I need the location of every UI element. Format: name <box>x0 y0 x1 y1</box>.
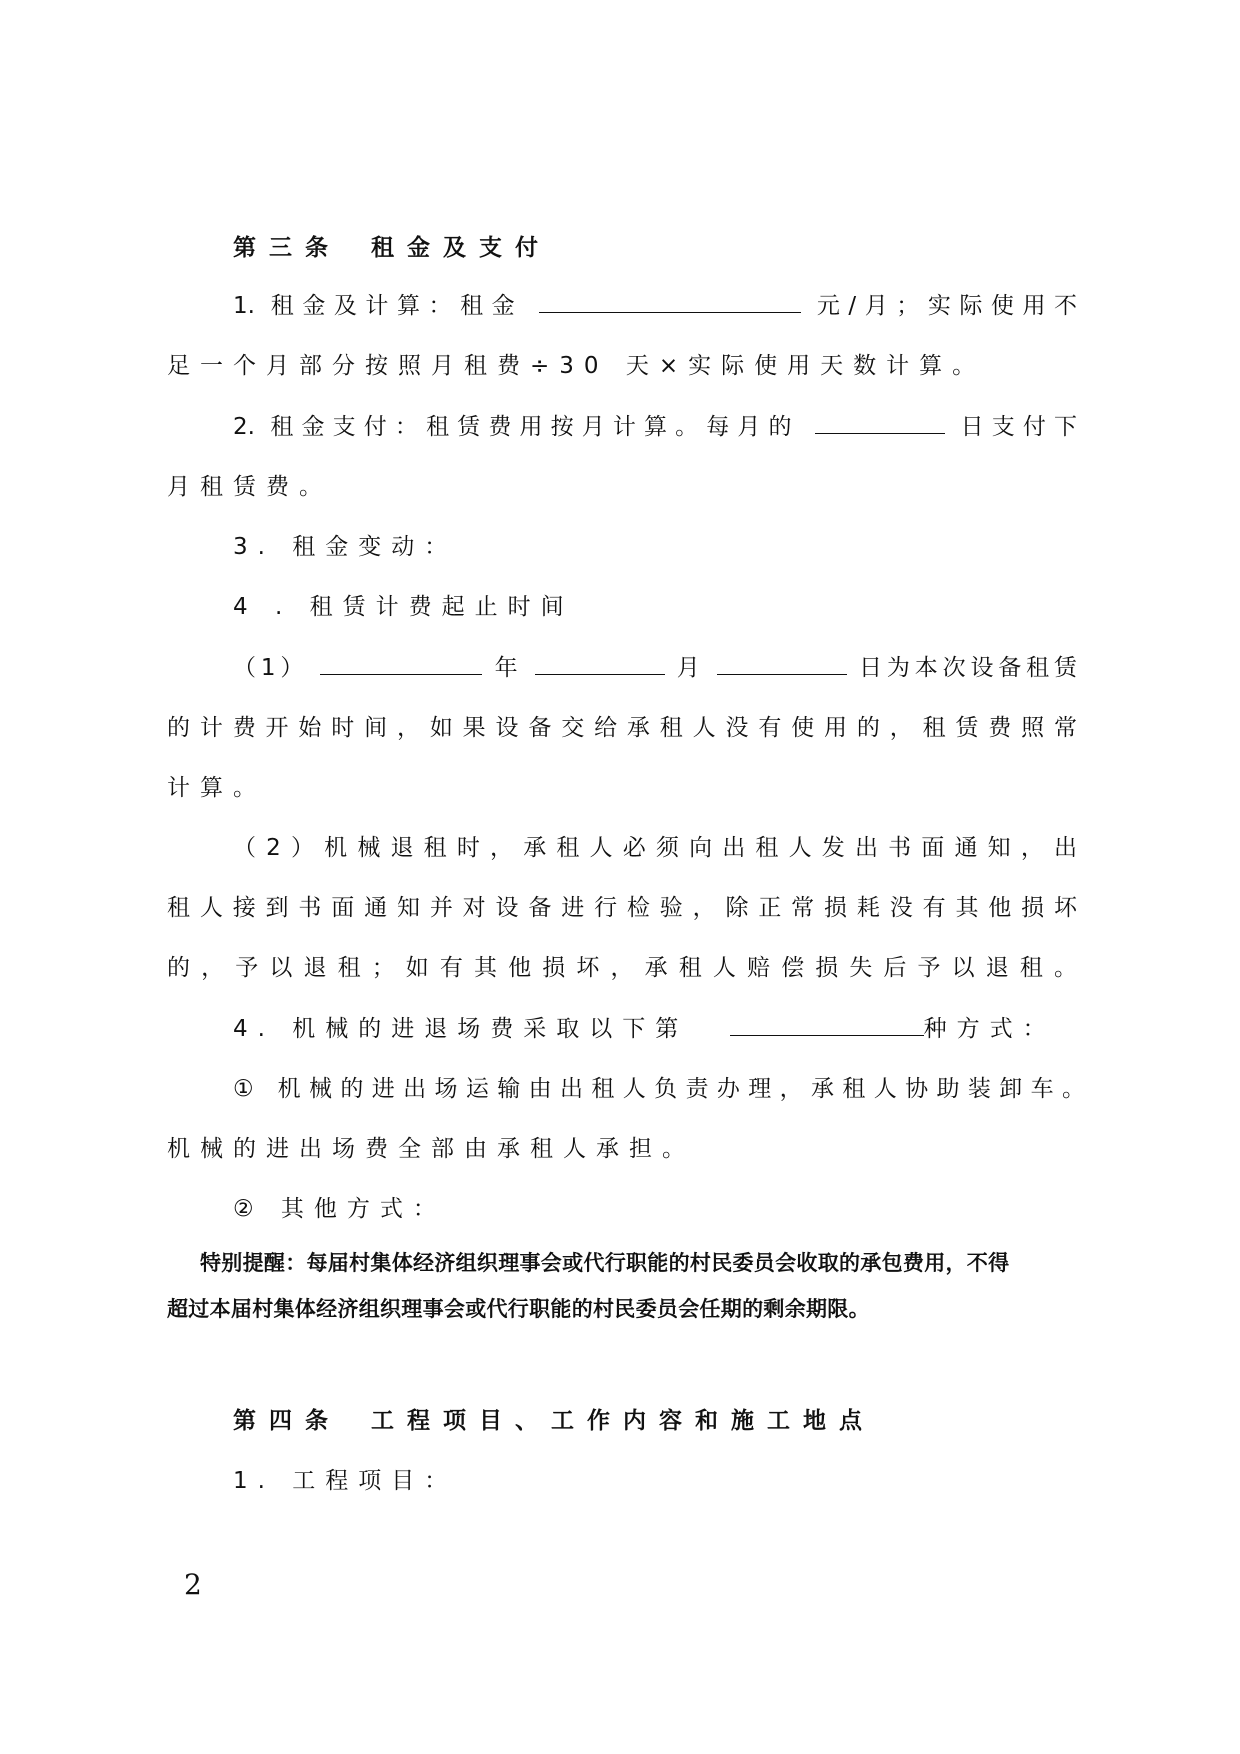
item-4b-label: 4. 机械的进退场费采取以下第 <box>233 1016 689 1042</box>
sub-1-continuation-1: 的计费开始时间，如果设备交给承租人没有使用的，租赁费照常 <box>167 715 1077 741</box>
sub-1-line <box>233 652 1077 684</box>
item-1-continuation: 足一个月部分按照月租费÷30 天×实际使用天数计算。 <box>167 353 986 379</box>
special-notice-line-1: 特别提醒：每届村集体经济组织理事会或代行职能的村民委员会收取的承包费用，不得 <box>200 1251 1010 1275</box>
article-3-heading <box>233 232 1077 264</box>
option-2-line: ② 其他方式： <box>233 1196 446 1222</box>
rent-amount-blank[interactable] <box>539 292 801 313</box>
sub-2-line-2: 租人接到书面通知并对设备进行检验，除正常损耗没有其他损坏 <box>167 895 1077 921</box>
article-3-number: 第三条 <box>233 235 341 261</box>
article-4-heading <box>233 1405 1077 1437</box>
method-choice-blank[interactable] <box>730 1015 924 1036</box>
item-1-unit: 元/月；实际使用不 <box>816 293 1078 319</box>
payment-day-blank[interactable] <box>815 413 945 434</box>
start-month-blank[interactable] <box>535 654 665 675</box>
item-2-line <box>233 411 1077 443</box>
item-2-label: 2. 租金支付：租赁费用按月计算。每月的 <box>233 414 800 440</box>
year-label: 年 <box>494 655 523 681</box>
sub-1-label: （1） <box>233 655 309 681</box>
item-2-tail: 日支付下 <box>960 414 1078 440</box>
start-day-blank[interactable] <box>717 654 847 675</box>
month-label: 月 <box>676 655 705 681</box>
sub-1-continuation-2: 计算。 <box>167 775 266 801</box>
item-1-label: 1. 租金及计算：租金 <box>233 293 524 319</box>
option-1-line-2: 机械的进出场费全部由承租人承担。 <box>167 1136 695 1162</box>
item-4b-line <box>233 1013 1077 1045</box>
item-1-line <box>233 290 1077 322</box>
item-4b-tail: 种方式： <box>923 1016 1056 1042</box>
article-4-number: 第四条 <box>233 1408 341 1434</box>
option-1-line-1: ① 机械的进出场运输由出租人负责办理，承租人协助装卸车。 <box>233 1076 1085 1102</box>
page-number: 2 <box>184 1568 202 1601</box>
item-4-line: 4 . 租赁计费起止时间 <box>233 594 574 620</box>
sub-2-line-1: （2）机械退租时，承租人必须向出租人发出书面通知，出 <box>233 835 1077 861</box>
special-notice-line-2: 超过本届村集体经济组织理事会或代行职能的村民委员会任期的剩余期限。 <box>167 1297 870 1321</box>
item-2-continuation: 月租赁费。 <box>167 474 332 500</box>
start-year-blank[interactable] <box>320 654 482 675</box>
article-3-title: 租金及支付 <box>371 235 551 261</box>
article-4-title: 工程项目、工作内容和施工地点 <box>371 1408 875 1434</box>
item-3-line: 3. 租金变动： <box>233 534 458 560</box>
sub-2-line-3: 的，予以退租；如有其他损坏，承租人赔偿损失后予以退租。 <box>167 955 1077 981</box>
article-4-item-1: 1. 工程项目： <box>233 1468 458 1494</box>
sub-1-tail: 日为本次设备租赁 <box>859 655 1078 681</box>
